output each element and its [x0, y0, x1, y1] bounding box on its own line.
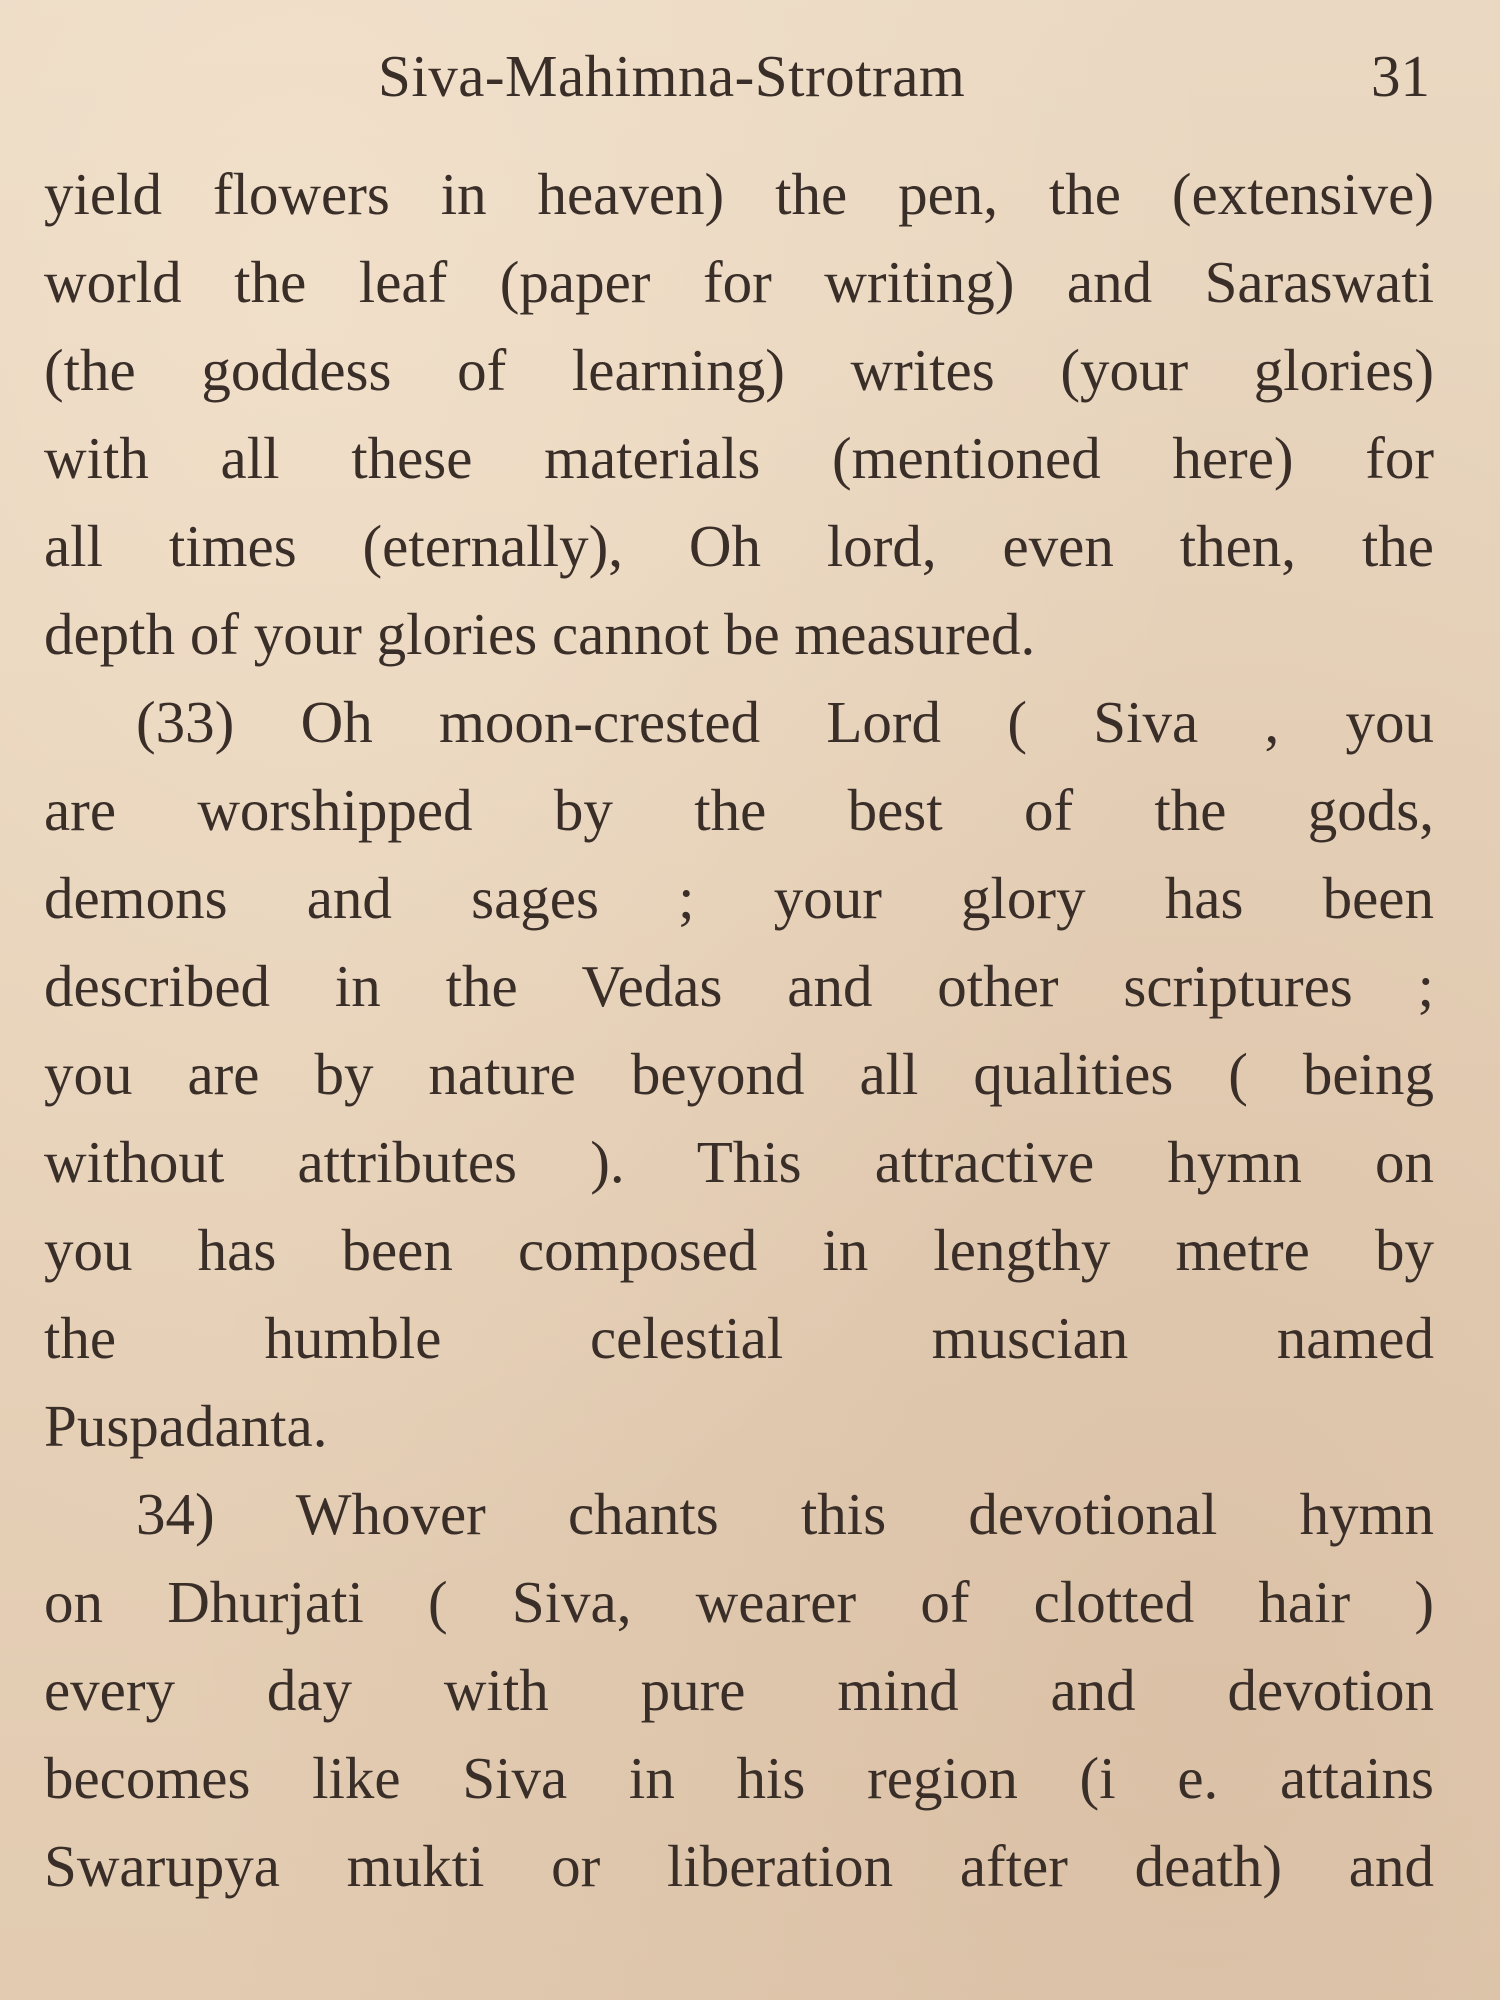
text-line: depth of your glories cannot be measured.: [44, 601, 1036, 667]
text-line: (33) Oh moon-crested Lord ( Siva , you: [136, 689, 1434, 755]
page-number: 31: [1371, 43, 1430, 109]
paragraph-verse-33: [44, 678, 1434, 1470]
body-text: [44, 150, 1434, 1910]
text-line: on Dhurjati ( Siva, wearer of clotted hair ): [44, 1569, 1434, 1635]
text-line: all times (eternally), Oh lord, even then, the: [44, 513, 1434, 579]
text-line: Swarupya mukti or liberation after death) and: [44, 1833, 1434, 1899]
paragraph-verse-32-continued: [44, 150, 1434, 678]
text-line: yield flowers in heaven) the pen, the (extensive): [44, 161, 1434, 227]
text-line: are worshipped by the best of the gods,: [44, 777, 1434, 843]
text-line: Puspadanta.: [44, 1393, 328, 1459]
paragraph-verse-34: [44, 1470, 1434, 1910]
text-line: without attributes ). This attractive hymn on: [44, 1129, 1434, 1195]
text-line: 34) Whover chants this devotional hymn: [136, 1481, 1434, 1547]
text-line: demons and sages ; your glory has been: [44, 865, 1434, 931]
running-title: Siva-Mahimna-Strotram: [378, 43, 966, 109]
text-line: becomes like Siva in his region (i e. attains: [44, 1745, 1434, 1811]
text-line: world the leaf (paper for writing) and Saraswati: [44, 249, 1434, 315]
page-header: [0, 38, 1500, 118]
text-line: every day with pure mind and devotion: [44, 1657, 1434, 1723]
text-line: you are by nature beyond all qualities ( being: [44, 1041, 1434, 1107]
text-line: with all these materials (mentioned here) for: [44, 425, 1434, 491]
text-line: you has been composed in lengthy metre by: [44, 1217, 1434, 1283]
text-line: the humble celestial muscian named: [44, 1305, 1434, 1371]
text-line: described in the Vedas and other scriptures ;: [44, 953, 1434, 1019]
text-line: (the goddess of learning) writes (your glories): [44, 337, 1434, 403]
